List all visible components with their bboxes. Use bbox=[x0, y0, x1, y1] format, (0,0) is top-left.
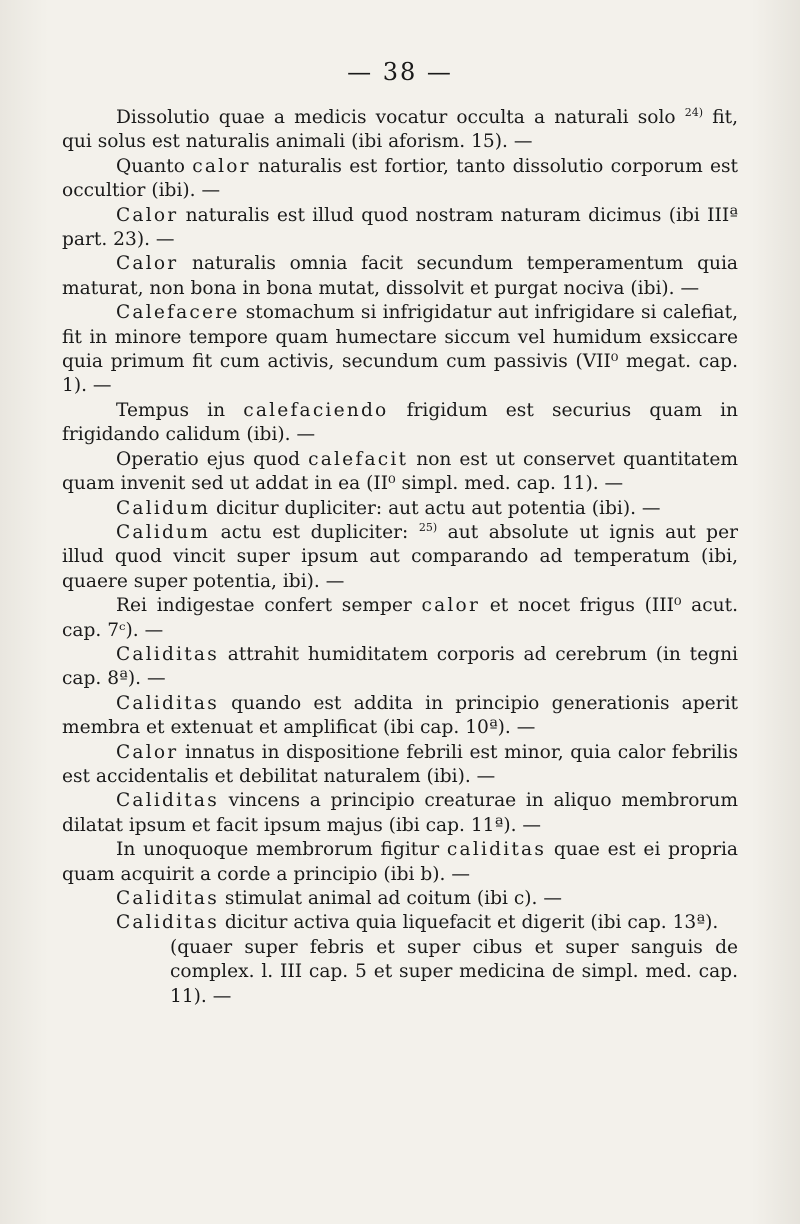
paragraph: Caliditas attrahit humiditatem corporis ad cerebrum (in tegni cap. 8ª). — bbox=[62, 643, 738, 690]
spaced-term: Calefacere bbox=[116, 302, 240, 324]
footnote-ref: 25) bbox=[418, 520, 438, 534]
hanging-note: (quaer super febris et super cibus et super sanguis de complex. l. III cap. 5 et super medicina de simpl. med. cap. 11). — bbox=[170, 936, 738, 1007]
spaced-term: calor bbox=[192, 155, 251, 177]
spaced-term: calefaciendo bbox=[243, 399, 389, 421]
paragraph: Dissolutio quae a medicis vocatur occulta a naturali solo $^{24)}$ fit, qui solus est naturalis animali (ibi aforism. 15). — bbox=[62, 105, 738, 153]
paragraph: Calor naturalis omnia facit secundum temperamentum quia maturat, non bona in bona mutat, dissolvit et purgat nociva (ibi). — bbox=[62, 253, 738, 299]
spaced-term: Caliditas bbox=[116, 888, 219, 909]
spaced-term: Calidum bbox=[116, 497, 211, 519]
paragraph: Calor innatus in dispositione febrili est minor, quia calor febrilis est accidentalis et debilitat naturalem (ibi). — bbox=[62, 741, 738, 787]
paragraph: Calidum actu est dupliciter: $^{25)}$ aut absolute ut ignis aut per illud quod vincit super ipsum aut comparando ad temperatum (ibi, quaere super potentia, ibi). — bbox=[62, 520, 738, 592]
paragraph: Caliditas quando est addita in principio generationis aperit membra et extenuat et amplificat (ibi cap. 10ª). — bbox=[62, 692, 738, 739]
spaced-term: calefacit bbox=[308, 448, 409, 470]
spaced-term: caliditas bbox=[446, 839, 547, 861]
paragraph: Caliditas stimulat animal ad coitum (ibi c). — bbox=[116, 888, 562, 909]
paragraph: Calor naturalis est illud quod nostram naturam dicimus (ibi IIIª part. 23). — bbox=[62, 204, 738, 251]
paragraph: Caliditas vincens a principio creaturae in aliquo membrorum dilatat ipsum et facit ipsum majus (ibi cap. 11ª). — bbox=[62, 790, 738, 836]
paragraph: Tempus in calefaciendo frigidum est securius quam in frigidando calidum (ibi). — bbox=[62, 399, 738, 446]
spaced-term: Calor bbox=[116, 253, 179, 275]
page-body bbox=[62, 106, 738, 1009]
spaced-term: Caliditas bbox=[116, 643, 219, 665]
spaced-term: Caliditas bbox=[116, 692, 219, 714]
spaced-term: Calor bbox=[116, 204, 179, 226]
paragraph: Calefacere stomachum si infrigidatur aut infrigidare si calefiat, fit in minore tempore quam humectare siccum vel humidum exsiccare quia primum fit cum activis, secundum cum passivis (VII⁰ megat. cap. 1). — bbox=[62, 302, 738, 397]
paragraph: Calidum dicitur dupliciter: aut actu aut potentia (ibi). — bbox=[116, 497, 661, 519]
spaced-term: calor bbox=[421, 595, 481, 617]
spaced-term: Caliditas bbox=[116, 912, 219, 934]
spaced-term: Calidum bbox=[116, 521, 211, 543]
paragraph: In unoquoque membrorum figitur caliditas quae est ei propria quam acquirit a corde a principio (ibi b). — bbox=[62, 839, 738, 885]
paragraph: Quanto calor naturalis est fortior, tanto dissolutio corporum est occultior (ibi). — bbox=[62, 155, 738, 202]
paragraph: Rei indigestae confert semper calor et nocet frigus (III⁰ acut. cap. 7ᶜ). — bbox=[62, 595, 738, 641]
paragraph: Operatio ejus quod calefacit non est ut conservet quantitatem quam invenit sed ut addat in ea (II⁰ simpl. med. cap. 11). — bbox=[62, 448, 739, 495]
paragraph: Caliditas dicitur activa quia liquefacit et digerit (ibi cap. 13ª). bbox=[116, 912, 719, 934]
page-number-header: — 38 — bbox=[347, 58, 453, 86]
footnote-ref: 24) bbox=[684, 105, 704, 119]
spaced-term: Caliditas bbox=[116, 790, 219, 812]
spaced-term: Calor bbox=[116, 741, 179, 763]
